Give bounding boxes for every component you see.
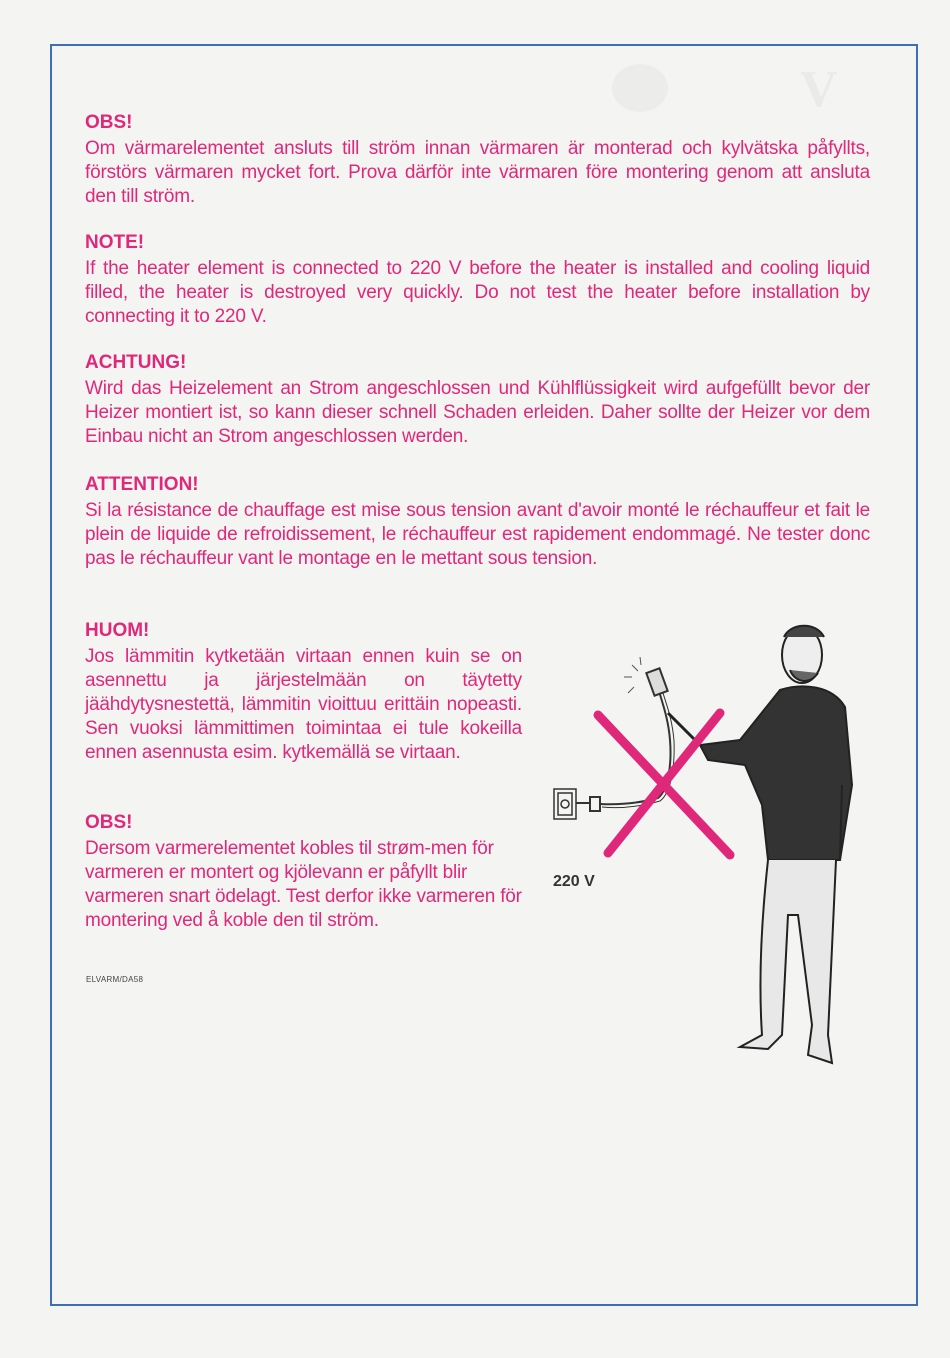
svg-text:V: V — [800, 61, 838, 118]
text-obs-sv: Om värmarelementet ansluts till ström innan värmaren är monterad och kylvätska påfyllts, förstörs värmaren mycket fort. Prova därför inte värmaren före montering genom att ansluta den till ström. — [85, 138, 870, 207]
man-testing-heater-illustration — [540, 615, 870, 1085]
prohibited-cross-icon — [598, 713, 730, 855]
heater-element-icon — [646, 668, 667, 695]
heading-obs-no: OBS! — [85, 812, 133, 833]
faded-logo — [600, 58, 870, 118]
warning-english — [85, 232, 870, 329]
warning-finnish — [85, 620, 522, 765]
text-note: If the heater element is connected to 220 V before the heater is installed and cooling liquid filled, the heater is destroyed very quickly. Do not test the heater before installation by connecting it to 220 V. — [85, 258, 870, 327]
voltage-label: 220 V — [553, 873, 595, 890]
spark-icon — [624, 657, 641, 693]
heading-obs-sv: OBS! — [85, 112, 133, 133]
warning-german — [85, 352, 870, 449]
heading-attention: ATTENTION! — [85, 474, 199, 495]
heading-achtung: ACHTUNG! — [85, 352, 187, 373]
heading-huom: HUOM! — [85, 620, 150, 641]
warning-swedish — [85, 112, 870, 209]
document-code: ELVARM/DA58 — [86, 975, 144, 984]
wall-outlet-icon — [554, 789, 576, 819]
text-attention: Si la résistance de chauffage est mise sous tension avant d'avoir monté le réchauffeur et fait le plein de liquide de refroidissement, le réchauffeur est rapidement endommagé. Ne tester donc pas le réchauffeur vant le montage en le mettant sous tension. — [85, 500, 870, 569]
heading-note: NOTE! — [85, 232, 145, 253]
text-huom: Jos lämmitin kytketään virtaan ennen kuin se on asennettu ja järjestelmään on täytetty jäähdytysnestettä, lämmitin vioittuu erittäin nopeasti. Sen vuoksi lämmittimen toimintaa ei tule kokeilla ennen asennusta esim. kytkemällä se virtaan. — [85, 646, 522, 763]
text-achtung: Wird das Heizelement an Strom angeschlossen und Kühlflüssigkeit wird aufgefüllt bevor der Heizer montiert ist, so kann dieser schnell Schaden erleiden. Daher sollte der Heizer vor dem Einbau nicht an Strom angeschlossen werden. — [85, 378, 870, 447]
warning-french — [85, 474, 870, 571]
warning-norwegian — [85, 812, 522, 933]
man-figure — [668, 626, 852, 1063]
text-obs-no: Dersom varmerelementet kobles til strøm-men för varmeren er montert og kjölevann er påfyllt blir varmeren snart ödelagt. Test derfor ikke varmeren för montering ved å koble den til ström. — [85, 838, 522, 931]
